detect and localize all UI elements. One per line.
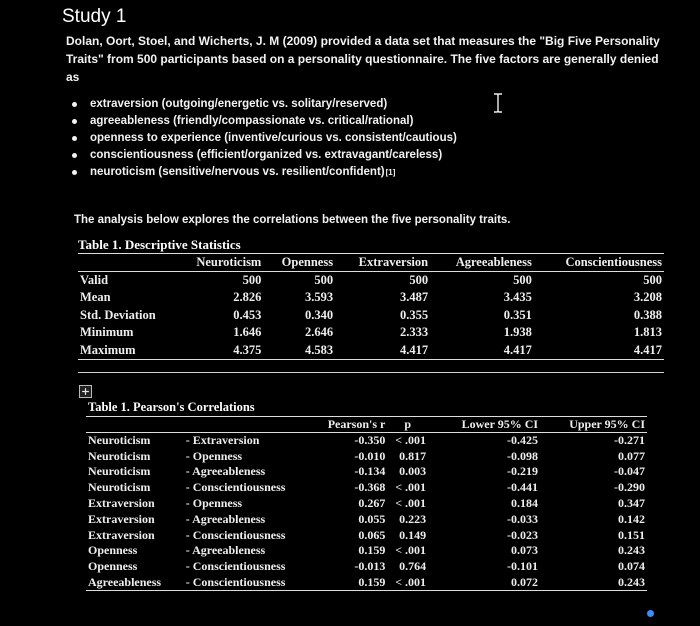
- table-row: Minimum 1.646 2.646 2.333 1.938 1.813: [80, 325, 662, 340]
- column-header: p: [404, 417, 412, 431]
- bullet-icon: [72, 119, 77, 124]
- correlation-table: [86, 416, 647, 591]
- descriptive-table: [78, 253, 664, 360]
- column-header: [86, 417, 184, 433]
- table-divider: [78, 372, 664, 373]
- bullet-icon: [72, 102, 77, 107]
- page-title: Study 1: [62, 6, 127, 27]
- column-header: [184, 417, 312, 433]
- list-item: openness to experience (inventive/curious vs. consistent/cautious): [72, 130, 492, 147]
- selection-handle-icon[interactable]: [647, 610, 654, 617]
- table-row: Std. Deviation 0.453 0.340 0.355 0.351 0.388: [80, 307, 662, 322]
- text-cursor-icon: [492, 93, 504, 113]
- table-header-row: [86, 417, 647, 433]
- table-row: Neuroticism - Conscientiousness -0.368 < .001 -0.441 -0.290: [88, 480, 645, 495]
- analysis-text: The analysis below explores the correlations between the five personality traits.: [74, 214, 511, 226]
- table-row: Neuroticism - Extraversion -0.350 < .001 -0.425 -0.271: [88, 433, 645, 448]
- column-header: Lower 95% CI: [461, 417, 539, 431]
- table-row: Extraversion - Openness 0.267 < .001 0.184 0.347: [88, 496, 645, 511]
- column-header: Neuroticism: [196, 255, 262, 269]
- list-item: agreeableness (friendly/compassionate vs. critical/rational): [72, 113, 492, 130]
- trait-list: [72, 96, 492, 181]
- list-item: conscientiousness (efficient/organized vs. extravagant/careless): [72, 147, 492, 164]
- bullet-icon: [72, 153, 77, 158]
- column-header: Conscientiousness: [565, 255, 662, 269]
- table2-title: Table 1. Pearson's Correlations: [88, 400, 255, 414]
- table-header-row: [78, 254, 664, 272]
- table-row: Extraversion - Agreeableness 0.055 0.223 -0.033 0.142: [88, 511, 645, 526]
- table-row: Maximum 4.375 4.583 4.417 4.417 4.417: [78, 342, 664, 360]
- table1-title: Table 1. Descriptive Statistics: [78, 237, 241, 252]
- column-header: Agreeableness: [455, 255, 532, 269]
- list-item: neuroticism (sensitive/nervous vs. resilient/confident) [1]: [72, 164, 492, 181]
- intro-paragraph: Dolan, Oort, Stoel, and Wicherts, J. M (2009) provided a data set that measures the "Big Five Personality Traits" from 500 participants based on a personality questionnaire. The five factors are generally denied as: [66, 34, 660, 84]
- list-item: extraversion (outgoing/energetic vs. solitary/reserved): [72, 96, 492, 113]
- table-row: Mean 2.826 3.593 3.487 3.435 3.208: [80, 290, 662, 305]
- bullet-icon: [72, 136, 77, 141]
- column-header: [78, 254, 174, 272]
- footnote-link[interactable]: [1]: [385, 168, 396, 177]
- column-header: Pearson's r: [327, 417, 386, 431]
- table-row: Extraversion - Conscientiousness 0.065 0.149 -0.023 0.151: [88, 527, 645, 542]
- table-row: Valid 500 500 500 500 500: [80, 273, 662, 287]
- column-header: Openness: [281, 255, 334, 269]
- table-row: Openness - Conscientiousness -0.013 0.764 -0.101 0.074: [88, 559, 645, 574]
- table-row: Openness - Agreeableness 0.159 < .001 0.073 0.243: [88, 543, 645, 558]
- plus-icon[interactable]: [79, 385, 92, 398]
- table-row: Neuroticism - Openness -0.010 0.817 -0.098 0.077: [88, 448, 645, 463]
- column-header: Extraversion: [358, 255, 429, 269]
- table-row: Neuroticism - Agreeableness -0.134 0.003 -0.219 -0.047: [88, 464, 645, 479]
- table-row: Agreeableness - Conscientiousness 0.159 < .001 0.072 0.243: [88, 574, 645, 589]
- column-header: Upper 95% CI: [569, 417, 645, 431]
- bullet-icon: [72, 170, 77, 175]
